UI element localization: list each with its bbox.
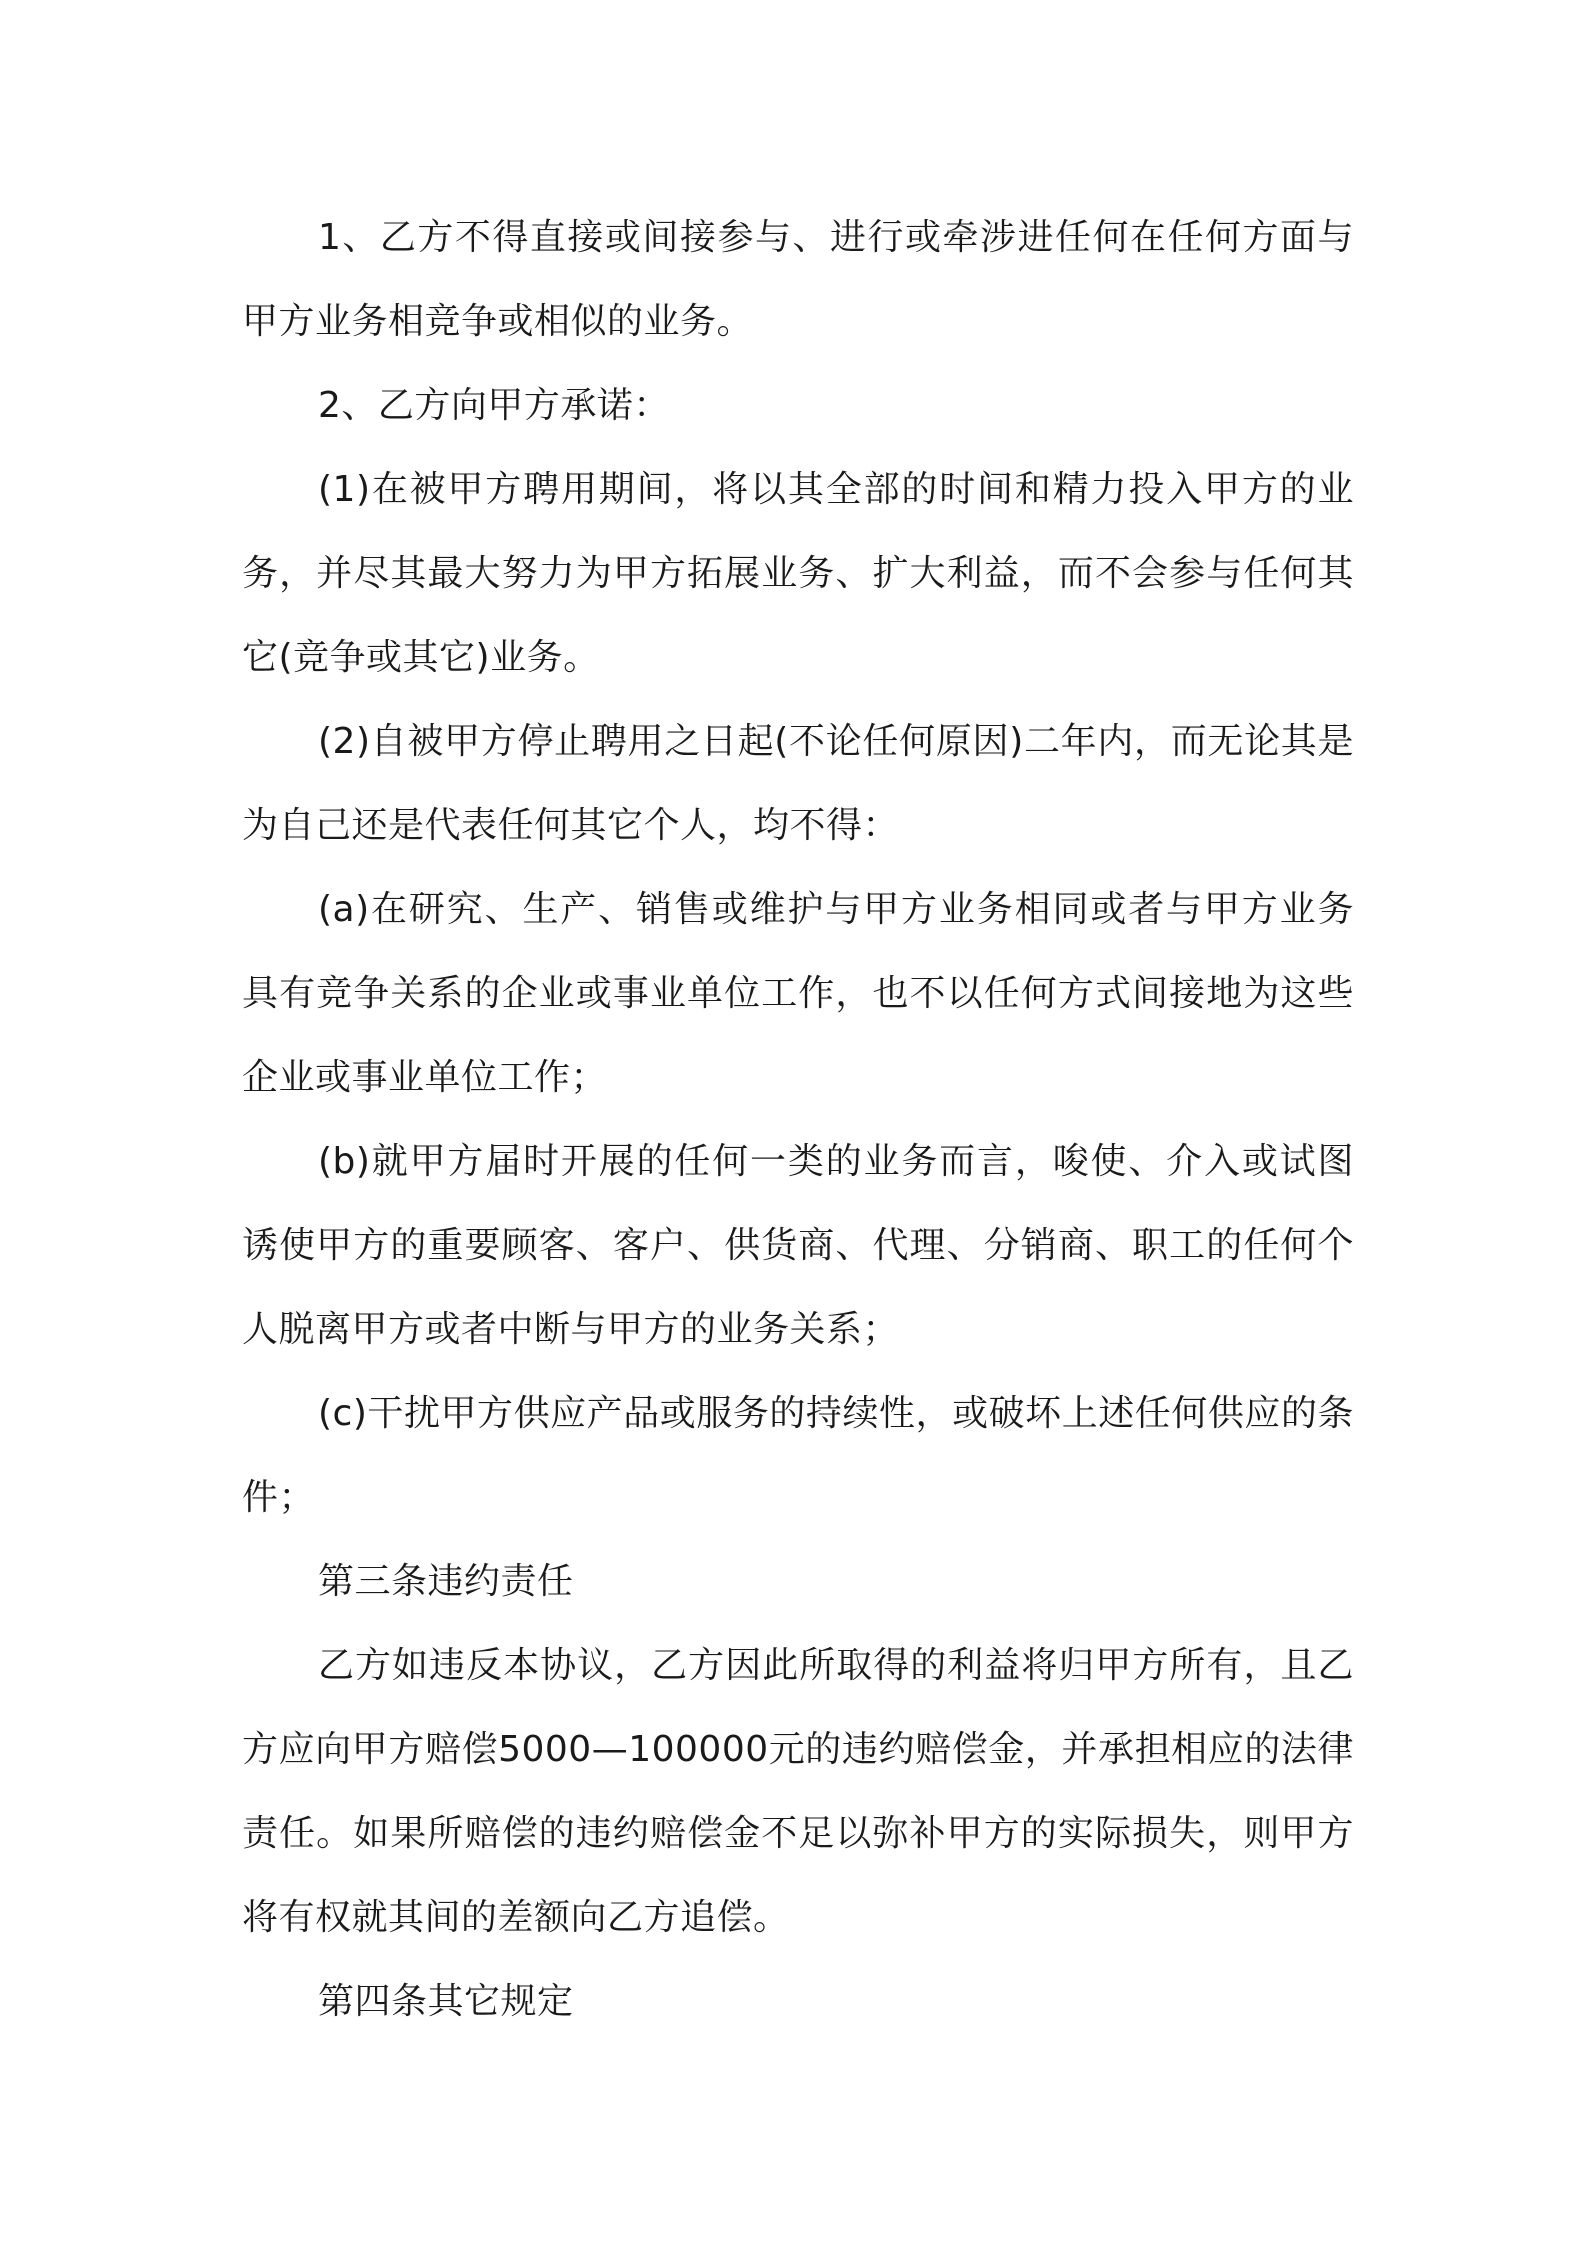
paragraph-item-b: (b)就甲方届时开展的任何一类的业务而言，唆使、介入或试图诱使甲方的重要顾客、客户、供货商、代理、分销商、职工的任何个人脱离甲方或者中断与甲方的业务关系； [242, 1141, 1354, 1350]
paragraph-item-c: (c)干扰甲方供应产品或服务的持续性，或破坏上述任何供应的条件； [242, 1393, 1354, 1518]
paragraph-item-1: (1)在被甲方聘用期间，将以其全部的时间和精力投入甲方的业务，并尽其最大努力为甲方拓展业务、扩大利益，而不会参与任何其它(竞争或其它)业务。 [242, 469, 1354, 678]
paragraph-clause-1: 1、乙方不得直接或间接参与、进行或牵涉进任何在任何方面与甲方业务相竞争或相似的业务。 [242, 217, 1354, 342]
section-heading-article-4: 第四条其它规定 [318, 1981, 574, 2022]
document-body [242, 196, 1354, 2044]
paragraph-liability: 乙方如违反本协议，乙方因此所取得的利益将归甲方所有，且乙方应向甲方赔偿5000—100000元的违约赔偿金，并承担相应的法律责任。如果所赔偿的违约赔偿金不足以弥补甲方的实际损失，则甲方将有权就其间的差额向乙方追偿。 [242, 1645, 1354, 1938]
paragraph-item-a: (a)在研究、生产、销售或维护与甲方业务相同或者与甲方业务具有竞争关系的企业或事业单位工作，也不以任何方式间接地为这些企业或事业单位工作； [242, 889, 1354, 1098]
section-heading-article-3: 第三条违约责任 [318, 1561, 574, 1602]
paragraph-clause-2: 2、乙方向甲方承诺： [318, 385, 670, 426]
paragraph-item-2: (2)自被甲方停止聘用之日起(不论任何原因)二年内，而无论其是为自己还是代表任何其它个人，均不得： [242, 721, 1354, 846]
